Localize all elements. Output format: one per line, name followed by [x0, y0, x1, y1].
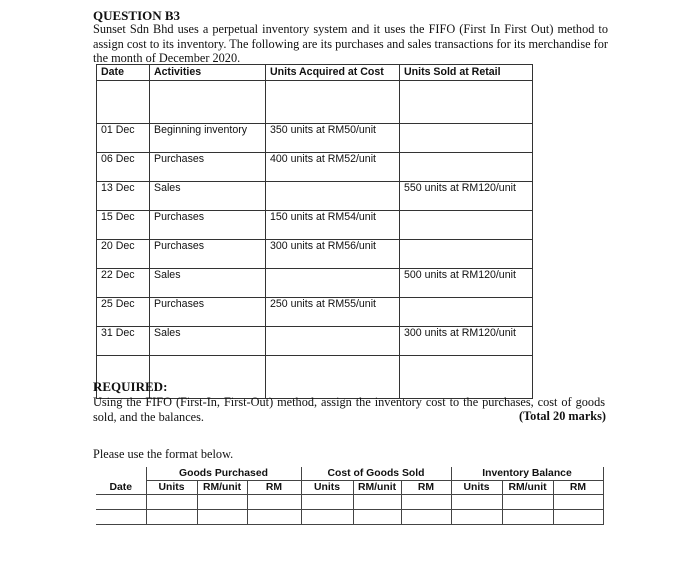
- question-title: QUESTION B3: [93, 8, 181, 23]
- format-date-header: Date: [109, 481, 133, 493]
- header-sold: Units Sold at Retail: [400, 65, 533, 81]
- question-intro: Sunset Sdn Bhd uses a perpetual inventory system and it uses the FIFO (First In First Out) method to assign cost to its inventory. The following are its purchases and sales transactions for its merchandise for the month of December 2020.: [93, 22, 608, 66]
- row-acquired: 300 units at RM56/unit: [266, 240, 400, 269]
- row-acquired: [266, 269, 400, 298]
- row-activity: Sales: [150, 327, 266, 356]
- format-blank-row: [96, 510, 603, 525]
- rm-header: RM: [553, 481, 603, 495]
- row-sold: 500 units at RM120/unit: [400, 269, 533, 298]
- table-row: [97, 327, 533, 356]
- row-activity: Sales: [150, 182, 266, 211]
- table-row: [97, 182, 533, 211]
- row-acquired: 150 units at RM54/unit: [266, 211, 400, 240]
- row-date: 31 Dec: [97, 327, 150, 356]
- row-sold: [400, 240, 533, 269]
- rm-header: RM: [247, 481, 301, 495]
- format-group-row: [96, 467, 603, 481]
- row-date: 01 Dec: [97, 124, 150, 153]
- units-header: Units: [146, 481, 197, 495]
- required-heading: REQUIRED:: [93, 379, 168, 394]
- row-date: 25 Dec: [97, 298, 150, 327]
- header-acquired: Units Acquired at Cost: [266, 65, 400, 81]
- row-date: 15 Dec: [97, 211, 150, 240]
- row-activity: Beginning inventory: [150, 124, 266, 153]
- row-date: 13 Dec: [97, 182, 150, 211]
- table-row: [97, 124, 533, 153]
- transactions-table: [96, 64, 533, 399]
- group-goods-purchased: Goods Purchased: [146, 467, 301, 481]
- row-acquired: 350 units at RM50/unit: [266, 124, 400, 153]
- row-date: 22 Dec: [97, 269, 150, 298]
- table-row: [97, 240, 533, 269]
- row-activity: Purchases: [150, 298, 266, 327]
- table-row: [97, 211, 533, 240]
- units-header: Units: [301, 481, 353, 495]
- format-blank-row: [96, 495, 603, 510]
- row-date: 06 Dec: [97, 153, 150, 182]
- total-marks: (Total 20 marks): [519, 409, 606, 423]
- rm-per-unit-header: RM/unit: [353, 481, 401, 495]
- rm-per-unit-header: RM/unit: [502, 481, 553, 495]
- table-row: [97, 153, 533, 182]
- row-activity: Purchases: [150, 211, 266, 240]
- rm-header: RM: [401, 481, 451, 495]
- row-acquired: 400 units at RM52/unit: [266, 153, 400, 182]
- row-acquired: 250 units at RM55/unit: [266, 298, 400, 327]
- transactions-blank-row: [97, 81, 533, 124]
- row-acquired: [266, 327, 400, 356]
- format-subheader-row: [96, 481, 603, 495]
- row-date: 20 Dec: [97, 240, 150, 269]
- row-sold: [400, 298, 533, 327]
- row-sold: 550 units at RM120/unit: [400, 182, 533, 211]
- format-note: Please use the format below.: [93, 447, 234, 461]
- row-sold: [400, 153, 533, 182]
- row-activity: Purchases: [150, 153, 266, 182]
- rm-per-unit-header: RM/unit: [197, 481, 247, 495]
- row-sold: [400, 124, 533, 153]
- transactions-header-row: [97, 65, 533, 81]
- answer-format-table: [96, 467, 604, 525]
- group-inventory-balance: Inventory Balance: [451, 467, 603, 481]
- group-cost-of-goods-sold: Cost of Goods Sold: [301, 467, 451, 481]
- header-date: Date: [97, 65, 150, 81]
- row-sold: [400, 211, 533, 240]
- row-sold: 300 units at RM120/unit: [400, 327, 533, 356]
- header-activities: Activities: [150, 65, 266, 81]
- table-row: [97, 298, 533, 327]
- required-text: Using the FIFO (First-In, First-Out) method, assign the inventory cost to the purchases, cost of goods sold, and the balances.: [93, 395, 605, 424]
- table-row: [97, 269, 533, 298]
- row-acquired: [266, 182, 400, 211]
- units-header: Units: [451, 481, 502, 495]
- row-activity: Sales: [150, 269, 266, 298]
- row-activity: Purchases: [150, 240, 266, 269]
